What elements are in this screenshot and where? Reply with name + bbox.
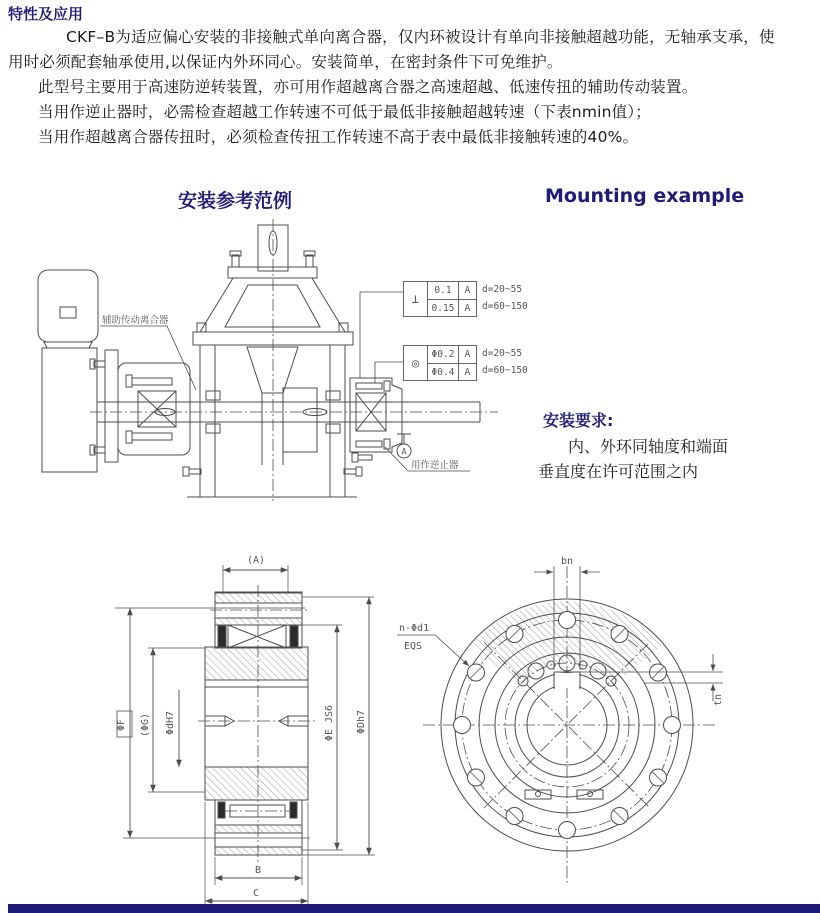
dim-b-label: B: [254, 865, 262, 876]
tolerance-range: d=20~55: [482, 348, 523, 359]
tolerance-value: 0.1: [434, 285, 452, 296]
dim-tn-label: tn: [713, 693, 724, 707]
dim-f-label: ΦF: [116, 718, 127, 732]
tolerance-datum: A: [458, 282, 476, 299]
perpendicularity-icon: ⊥: [404, 282, 428, 316]
aux-clutch-assembly: [118, 363, 190, 455]
clutch-front-view: [395, 550, 775, 905]
dim-c-label: C: [252, 888, 260, 899]
page-footer-bar: [8, 904, 820, 913]
tolerance-datum: A: [458, 299, 476, 316]
extension-lines: [115, 565, 375, 907]
key-features: [525, 790, 603, 799]
section-header-zh: 安装参考范例: [178, 190, 293, 212]
backstop-clutch-assembly: [350, 378, 402, 462]
section-header-en: Mounting example: [545, 185, 745, 207]
mounting-example-drawing: [20, 215, 520, 505]
datum-a-label: A: [401, 447, 407, 458]
tolerance-range: d=20~55: [482, 284, 523, 295]
tolerance-datum: A: [458, 346, 476, 363]
paragraph-line-4: 当用作逆止器时，必需检查超越工作转速不可低于最低非接触超越转速（下表nmin值）；: [38, 103, 652, 121]
paragraph-line-5: 当用作超越离合器传扭时，必须检查传扭工作转速不高于表中最低非接触转速的40%。: [38, 128, 639, 146]
requirements-line-2: 垂直度在许可范围之内: [538, 462, 699, 481]
adapter-plate: [90, 350, 118, 462]
keyway: [554, 672, 580, 689]
requirements-line-1: 内、外环同轴度和端面: [568, 437, 729, 456]
requirements-title: 安装要求:: [543, 411, 614, 430]
page-title: 特性及应用: [8, 5, 84, 23]
motor-outline: [38, 270, 98, 472]
dim-g-label: (ΦG): [140, 712, 151, 738]
hole-callout-line1: n-Φd1: [399, 623, 430, 634]
clutch-section-view: [60, 545, 400, 910]
support-bearing-section: [215, 592, 302, 648]
dim-d-label: ΦdH7: [165, 710, 176, 736]
label-aux-clutch: 辅助传动离合器: [102, 315, 169, 326]
label-leader-lines: [100, 326, 470, 471]
concentricity-icon: ◎: [404, 346, 428, 380]
dim-bigd-label: ΦDh7: [356, 709, 367, 735]
gearbox-housing: [183, 225, 362, 497]
dim-e-label: ΦE JS6: [324, 704, 335, 742]
tolerance-leader-lines: [360, 292, 403, 383]
tolerance-value: Φ0.2: [431, 349, 455, 360]
paragraph-line-1: CKF–B为适应偏心安装的非接触式单向离合器，仅内环被设计有单向非接触超越功能，无轴承支承，使: [66, 28, 775, 46]
tolerance-datum: A: [458, 363, 476, 380]
clutch-ring-section: [205, 647, 308, 800]
dim-a-label: (A): [246, 555, 266, 566]
paragraph-line-3: 此型号主要用于高速防逆转装置，亦可用作超越离合器之高速超越、低速传扭的辅助传动装置。: [38, 78, 698, 96]
paragraph-line-2: 用时必须配套轴承使用,以保证内外环同心。安装简单，在密封条件下可免维护。: [8, 53, 563, 71]
dim-bn-label: bn: [560, 556, 574, 567]
lower-bearing-section: [215, 800, 302, 855]
tolerance-range: d=60~150: [482, 365, 528, 376]
tolerance-range: d=60~150: [482, 301, 528, 312]
label-backstop: 用作逆止器: [411, 460, 459, 471]
tolerance-value: Φ0.4: [428, 363, 458, 380]
tolerance-value: 0.15: [428, 299, 458, 316]
hole-callout-line2: EQS: [404, 641, 423, 652]
